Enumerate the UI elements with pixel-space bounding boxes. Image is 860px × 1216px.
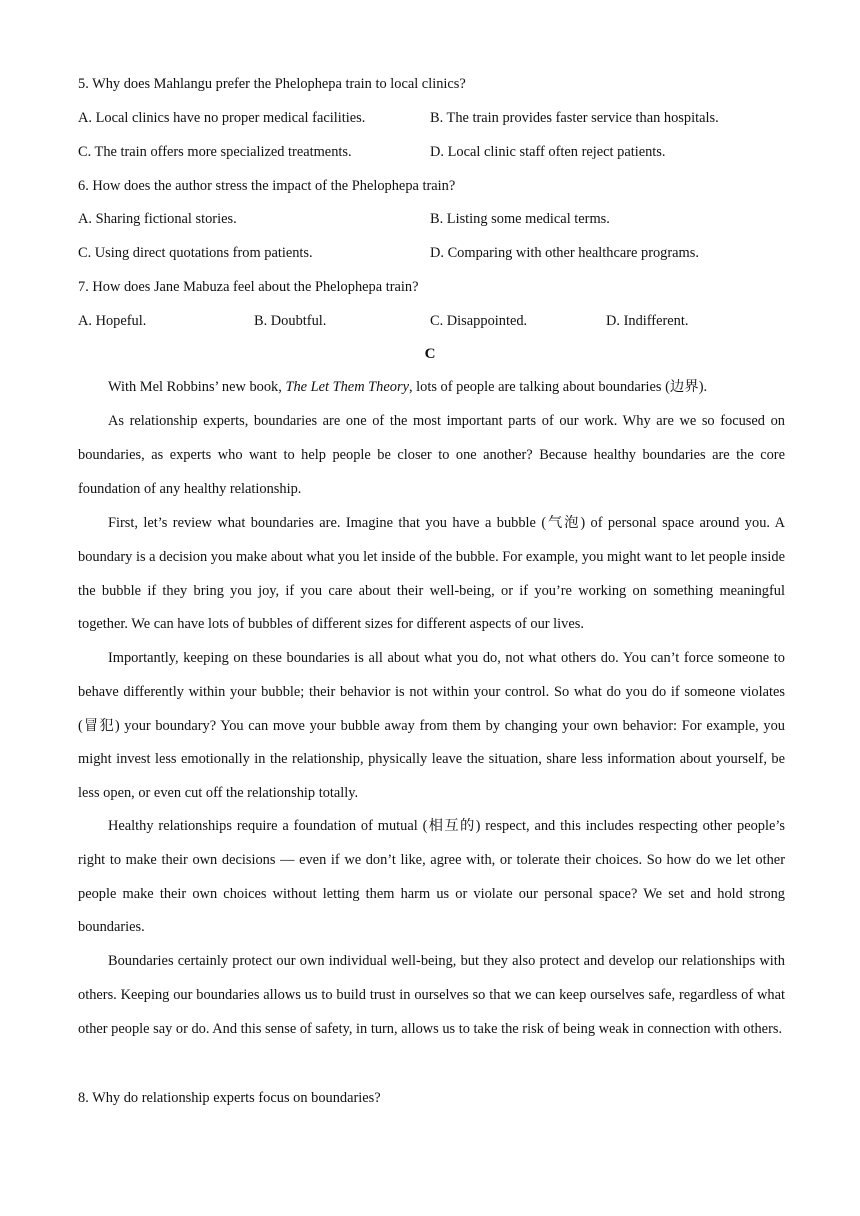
- question-7-stem: 7. How does Jane Mabuza feel about the Phelophepa train?: [78, 279, 419, 295]
- paragraph-6-text: Boundaries certainly protect our own individual well-being, but they also protect and develop our relationships with others. Keeping our boundaries allows us to build trust in ourselves so that we can keep ourselves safe, regardless of what other people say or do. And this sense of safety, in turn, allows us to take the risk of being weak in connection with others.: [78, 953, 785, 1037]
- question-5-stem: 5. Why does Mahlangu prefer the Phelophepa train to local clinics?: [78, 76, 466, 92]
- passage-paragraph-1: [78, 371, 785, 405]
- question-5-options-row-1: [78, 108, 785, 128]
- question-6-option-d: D. Comparing with other healthcare programs.: [430, 245, 699, 261]
- passage-paragraph-2: [78, 405, 785, 506]
- question-8-stem: 8. Why do relationship experts focus on boundaries?: [78, 1090, 381, 1106]
- paragraph-4-text: Importantly, keeping on these boundaries is all about what you do, not what others do. You can’t force someone to behave differently within your bubble; their behavior is not within your control. So what do you do if someone violates (冒犯) your boundary? You can move your bubble away from them by changing your own behavior: For example, you might invest less emotionally in the relationship, physically leave the situation, share less information about yourself, be less open, or even cut off the relationship totally.: [78, 650, 785, 802]
- question-7-options-row: [78, 311, 785, 331]
- paragraph-2-text: As relationship experts, boundaries are one of the most important parts of our work. Why are we so focused on boundaries, as experts who want to help people be closer to one another? Because healthy boundaries are the core foundation of any healthy relationship.: [78, 413, 785, 497]
- passage-paragraph-5: [78, 810, 785, 945]
- question-5-option-d: D. Local clinic staff often reject patients.: [430, 144, 666, 160]
- paragraph-3-text: First, let’s review what boundaries are. Imagine that you have a bubble (气泡) of personal space around you. A boundary is a decision you make about what you let inside of the bubble. For example, you might want to let people inside the bubble if they bring you joy, if you care about their well-being, or if you’re working on something meaningful together. We can have lots of bubbles of different sizes for different aspects of our lives.: [78, 515, 785, 633]
- question-6-option-b: B. Listing some medical terms.: [430, 211, 610, 227]
- question-5-option-a: A. Local clinics have no proper medical facilities.: [78, 110, 366, 126]
- question-6-option-c: C. Using direct quotations from patients.: [78, 245, 313, 261]
- passage-paragraph-4: [78, 642, 785, 811]
- question-6-option-a: A. Sharing fictional stories.: [78, 211, 237, 227]
- question-7-option-d: D. Indifferent.: [606, 313, 689, 329]
- passage-paragraph-6: [78, 945, 785, 1046]
- question-6-stem: 6. How does the author stress the impact of the Phelophepa train?: [78, 178, 456, 194]
- question-6-options-row-1: [78, 209, 785, 229]
- question-7-option-a: A. Hopeful.: [78, 313, 147, 329]
- question-7-option-c: C. Disappointed.: [430, 313, 528, 329]
- question-6-options-row-2: [78, 243, 785, 263]
- book-title: The Let Them Theory: [285, 379, 409, 395]
- paragraph-5-text: Healthy relationships require a foundation of mutual (相互的) respect, and this includes respecting other people’s right to make their own decisions — even if we don’t like, agree with, or tolerate their choices. So how do we let other people make their own choices without letting them harm us or violate our personal space? We set and hold strong boundaries.: [78, 818, 785, 936]
- question-5-option-b: B. The train provides faster service than hospitals.: [430, 110, 719, 126]
- question-5-options-row-2: [78, 142, 785, 162]
- question-5-option-c: C. The train offers more specialized treatments.: [78, 144, 352, 160]
- section-heading: C: [424, 346, 436, 362]
- paragraph-1-tail: , lots of people are talking about boundaries (边界).: [408, 379, 708, 395]
- paragraph-1-lead: With Mel Robbins’ new book,: [108, 379, 286, 395]
- question-7-option-b: B. Doubtful.: [254, 313, 327, 329]
- passage-paragraph-3: [78, 507, 785, 642]
